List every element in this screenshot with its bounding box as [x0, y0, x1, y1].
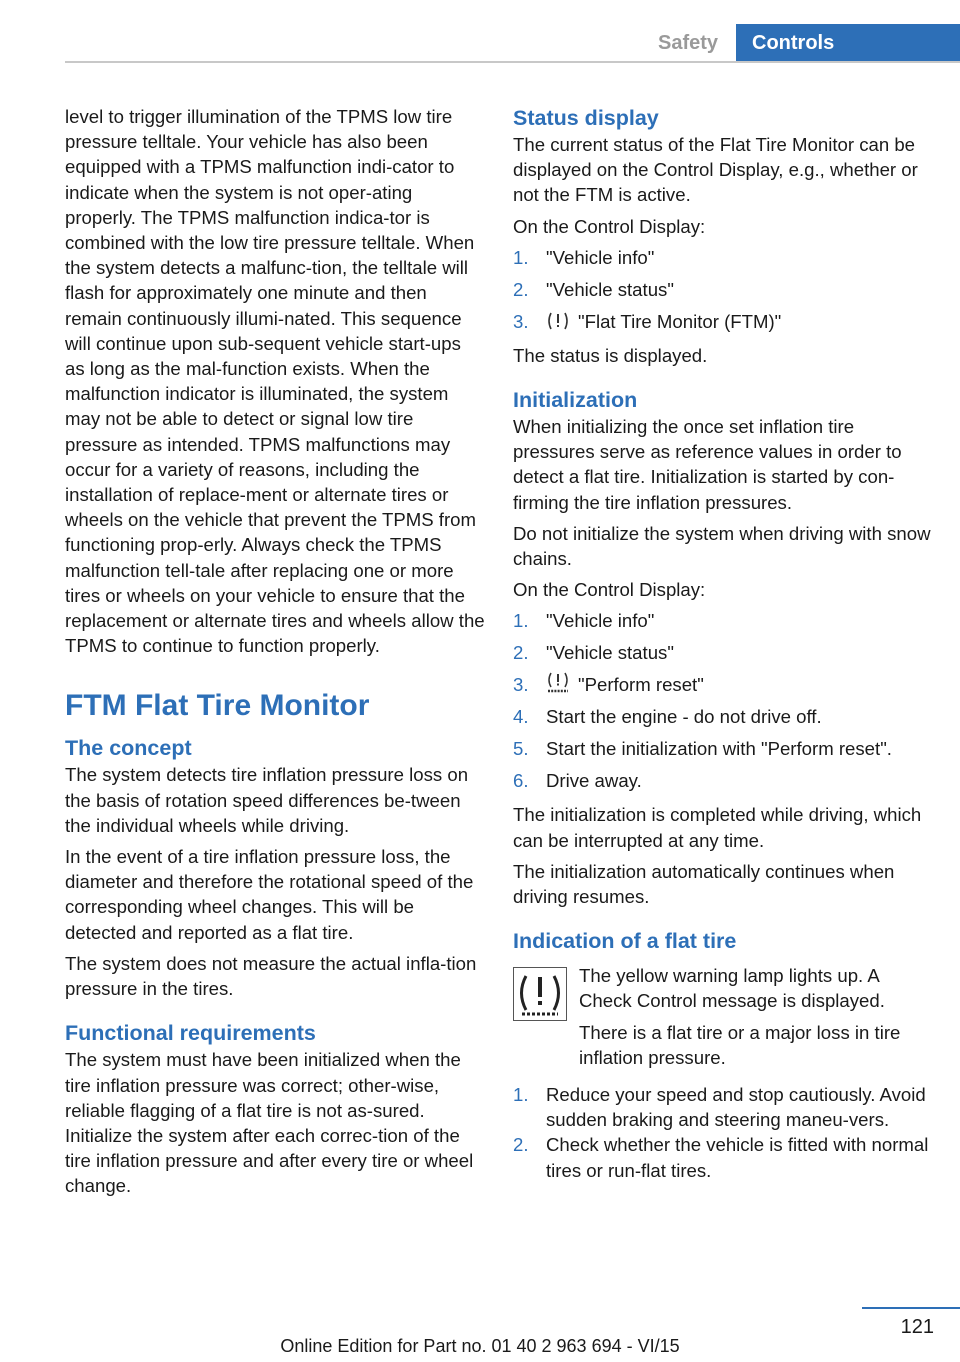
concept-paragraph-2: In the event of a tire inflation pressure loss, the diameter and therefore the rotational speed of the corresponding wheel changes. This will be detected and reported as a flat tire.: [65, 846, 474, 943]
header-rule: [65, 61, 960, 63]
flat-tire-warning-icon: [513, 967, 567, 1021]
page-number: 121: [900, 1316, 934, 1338]
list-item: 6. Drive away.: [513, 770, 642, 792]
initialization-heading: Initialization: [513, 388, 638, 413]
flat-paragraph-1: The yellow warning lamp lights up. A Check Control message is displayed.: [579, 965, 885, 1012]
header-chapter-controls: Controls: [736, 24, 960, 62]
reset-icon: [546, 672, 570, 700]
status-paragraph-2: On the Control Display:: [513, 215, 706, 237]
flat-tire-heading: Indication of a flat tire: [513, 929, 737, 954]
flat-steps-list: [513, 1082, 933, 1183]
status-paragraph-1: The current status of the Flat Tire Monitor can be displayed on the Control Display, e.g., whether or not the FTM is active.: [513, 134, 918, 206]
functional-requirements-paragraph: The system must have been initialized when the tire inflation pressure was correct; other-wise, reliable flagging of a flat tire is not as-sured. Initialize the system after each correc-tion of the tire inflation pressure and after every tire or wheel change.: [65, 1049, 474, 1197]
list-item: 3. "Flat Tire Monitor (FTM)": [513, 309, 933, 341]
list-item: 5. Start the initialization with "Perform reset".: [513, 738, 892, 760]
ftm-status-icon: [546, 311, 570, 337]
list-item: 2. "Vehicle status": [513, 278, 674, 300]
flat-paragraph-2: There is a flat tire or a major loss in tire inflation pressure.: [579, 1021, 901, 1068]
header-section-safety: Safety: [657, 32, 719, 54]
left-column: [65, 104, 485, 1205]
concept-paragraph-3: The system does not measure the actual infla-tion pressure in the tires.: [65, 952, 477, 1000]
list-item: 2. "Vehicle status": [513, 642, 674, 664]
concept-paragraph-1: The system detects tire inflation pressure loss on the basis of rotation speed differences be-tween the individual wheels while driving.: [65, 764, 469, 836]
ftm-title: FTM Flat Tire Monitor: [65, 689, 370, 723]
init-paragraph-2: Do not initialize the system when driving with snow chains.: [513, 522, 931, 570]
init-paragraph-5: The initialization automatically continues when driving resumes.: [513, 860, 895, 908]
right-column: [513, 104, 933, 1185]
concept-heading: The concept: [65, 736, 192, 761]
init-paragraph-1: When initializing the once set inflation tire pressures serve as reference values in order to detect a flat tire. Initialization is started by con-firming the tire inflation pressures.: [513, 416, 902, 513]
footer-edition-text: Online Edition for Part no. 01 40 2 963 694 - VI/15: [280, 1336, 680, 1356]
init-steps-list: [513, 608, 933, 800]
footer-rule: [862, 1307, 960, 1309]
list-item: 1. "Vehicle info": [513, 246, 655, 268]
init-paragraph-3: On the Control Display:: [513, 579, 706, 601]
list-item: 1. Reduce your speed and stop cautiously. Avoid sudden braking and steering maneu-vers.: [513, 1084, 926, 1131]
list-item: 1. "Vehicle info": [513, 610, 655, 632]
status-paragraph-3: The status is displayed.: [513, 344, 708, 366]
tpms-intro-paragraph: level to trigger illumination of the TPMS low tire pressure telltale. Your vehicle has also been equipped with a TPMS malfunction indi-cator to indicate when the system is not oper-ating properly. The TPMS malfunction indica-tor is combined with the low tire pressure telltale. When the system detects a malfunc-tion, the telltale will flash for approximately one minute and then remain continuously illumi-nated. This sequence will continue upon sub-sequent vehicle start-ups as long as the mal-function exists. When the malfunction indicator is illuminated, the system may not be able to detect or signal low tire pressure as intended. TPMS malfunctions may occur for a variety of reasons, including the installation of replace-ment or alternate tires or wheels on the vehicle that prevent the TPMS from functioning prop-erly. Always check the TPMS malfunction tell-tale after replacing one or more tires or wheels on your vehicle to ensure that the replacement or alternate tires and wheels allow the TPMS to continue to function properly.: [65, 106, 485, 657]
list-item: 3. "Perform reset": [513, 672, 933, 704]
functional-requirements-heading: Functional requirements: [65, 1021, 316, 1046]
list-item: 4. Start the engine - do not drive off.: [513, 706, 822, 728]
init-paragraph-4: The initialization is completed while driving, which can be interrupted at any time.: [513, 804, 922, 851]
status-display-heading: Status display: [513, 106, 659, 130]
list-item: 2. Check whether the vehicle is fitted with normal tires or run-flat tires.: [513, 1134, 929, 1181]
status-steps-list: [513, 245, 933, 341]
